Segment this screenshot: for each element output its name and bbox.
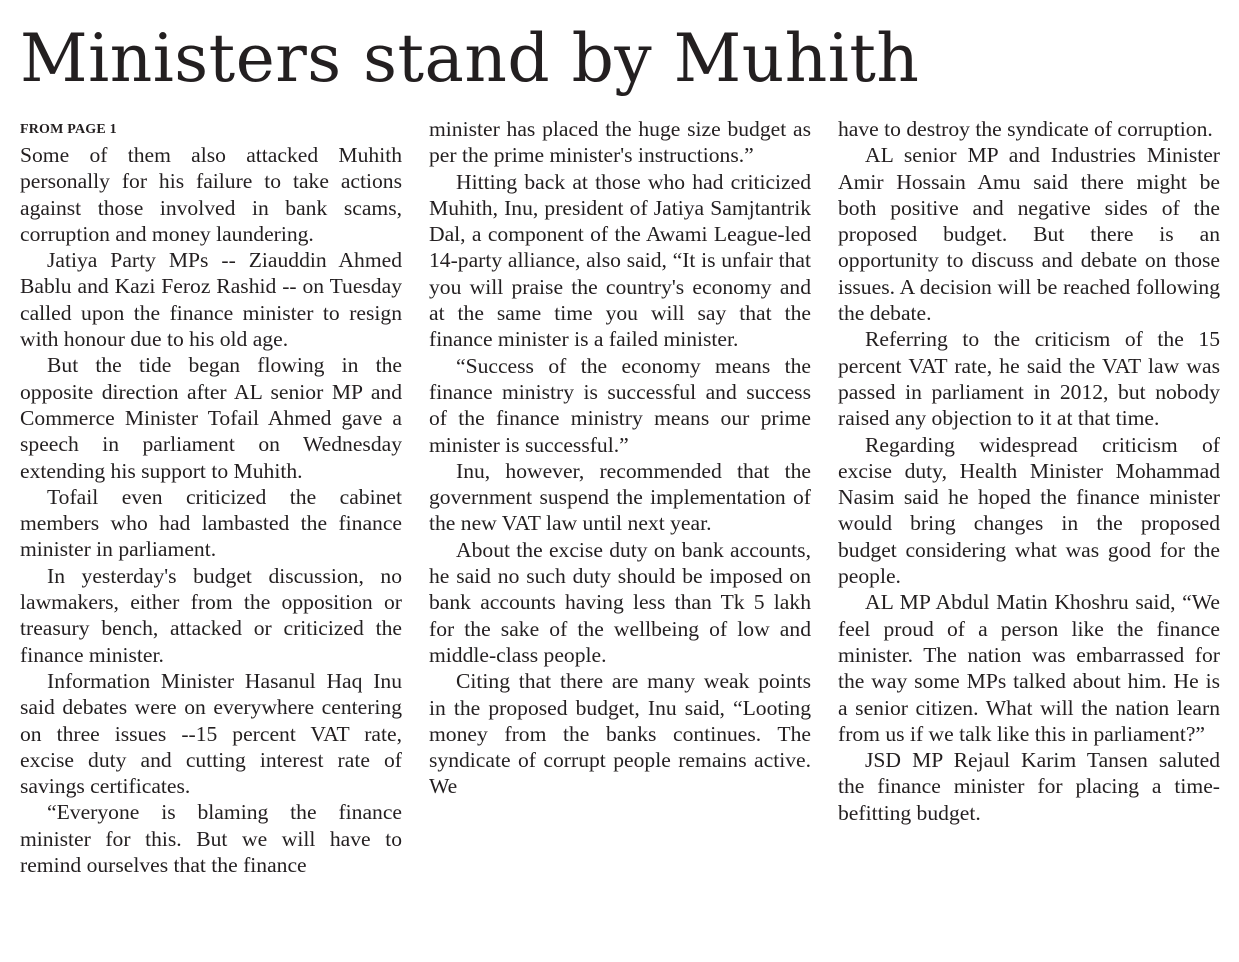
paragraph: Some of them also attacked Muhith personally for his failure to take actions against those involved in bank scams, corruption and money laundering. (20, 143, 402, 246)
paragraph: Citing that there are many weak points in the proposed budget, Inu said, “Looting money from the banks continues. The syndicate of corrupt people remains active. We (429, 669, 811, 799)
paragraph: Inu, however, recommended that the government suspend the implementation of the new VAT law until next year. (429, 458, 811, 536)
paragraph: have to destroy the syndicate of corruption. (838, 117, 1213, 141)
article-column-3 (838, 116, 1220, 826)
article-column-1 (20, 116, 402, 878)
paragraph: JSD MP Rejaul Karim Tansen saluted the finance minister for placing a time-befitting budget. (838, 748, 1220, 825)
headline: Ministers stand by Muhith (20, 20, 920, 97)
paragraph: Referring to the criticism of the 15 percent VAT rate, he said the VAT law was passed in parliament in 2012, but nobody raised any objection to it at that time. (838, 327, 1220, 431)
paragraph: Tofail even criticized the cabinet members who had lambasted the finance minister in parliament. (20, 484, 402, 562)
paragraph: Information Minister Hasanul Haq Inu said debates were on everywhere centering on three issues --15 percent VAT rate, excise duty and cutting interest rate of savings certificates. (20, 668, 402, 799)
article-column-2 (429, 116, 811, 800)
paragraph: Jatiya Party MPs -- Ziauddin Ahmed Bablu and Kazi Feroz Rashid -- on Tuesday called upon the finance minister to resign with honour due to his old age. (20, 248, 402, 352)
paragraph: About the excise duty on bank accounts, he said no such duty should be imposed on bank accounts having less than Tk 5 lakh for the sake of the wellbeing of low and middle-class people. (429, 537, 811, 667)
paragraph: In yesterday's budget discussion, no lawmakers, either from the opposition or treasury bench, attacked or criticized the finance minister. (20, 563, 402, 667)
paragraph: “Success of the economy means the finance ministry is successful and success of the finance ministry means our prime minister is successful.” (429, 353, 811, 457)
paragraph: Hitting back at those who had criticized Muhith, Inu, president of Jatiya Samjtantrik Dal, a component of the Awami League-led 14-party alliance, also said, “It is unfair that you will praise the country's economy and at the same time you will say that the finance minister is a failed minister. (429, 169, 811, 352)
jump-line: FROM PAGE 1 (20, 122, 117, 137)
article-body (20, 116, 1220, 946)
paragraph: “Everyone is blaming the finance minister for this. But we will have to remind ourselves that the finance (20, 800, 402, 878)
paragraph: minister has placed the huge size budget as per the prime minister's instructions.” (429, 117, 811, 168)
paragraph: But the tide began flowing in the opposite direction after AL senior MP and Commerce Minister Tofail Ahmed gave a speech in parliament on Wednesday extending his support to Muhith. (20, 353, 402, 483)
paragraph: AL senior MP and Industries Minister Amir Hossain Amu said there might be both positive and negative sides of the proposed budget. But there is an opportunity to discuss and debate on those issues. A decision will be reached following the debate. (838, 143, 1220, 326)
paragraph: AL MP Abdul Matin Khoshru said, “We feel proud of a person like the finance minister. The nation was embarrassed for the way some MPs talked about him. He is a senior citizen. What will the nation learn from us if we talk like this in parliament?” (838, 590, 1220, 746)
paragraph: Regarding widespread criticism of excise duty, Health Minister Mohammad Nasim said he hoped the finance minister would bring changes in the proposed budget considering what was good for the people. (838, 432, 1220, 589)
